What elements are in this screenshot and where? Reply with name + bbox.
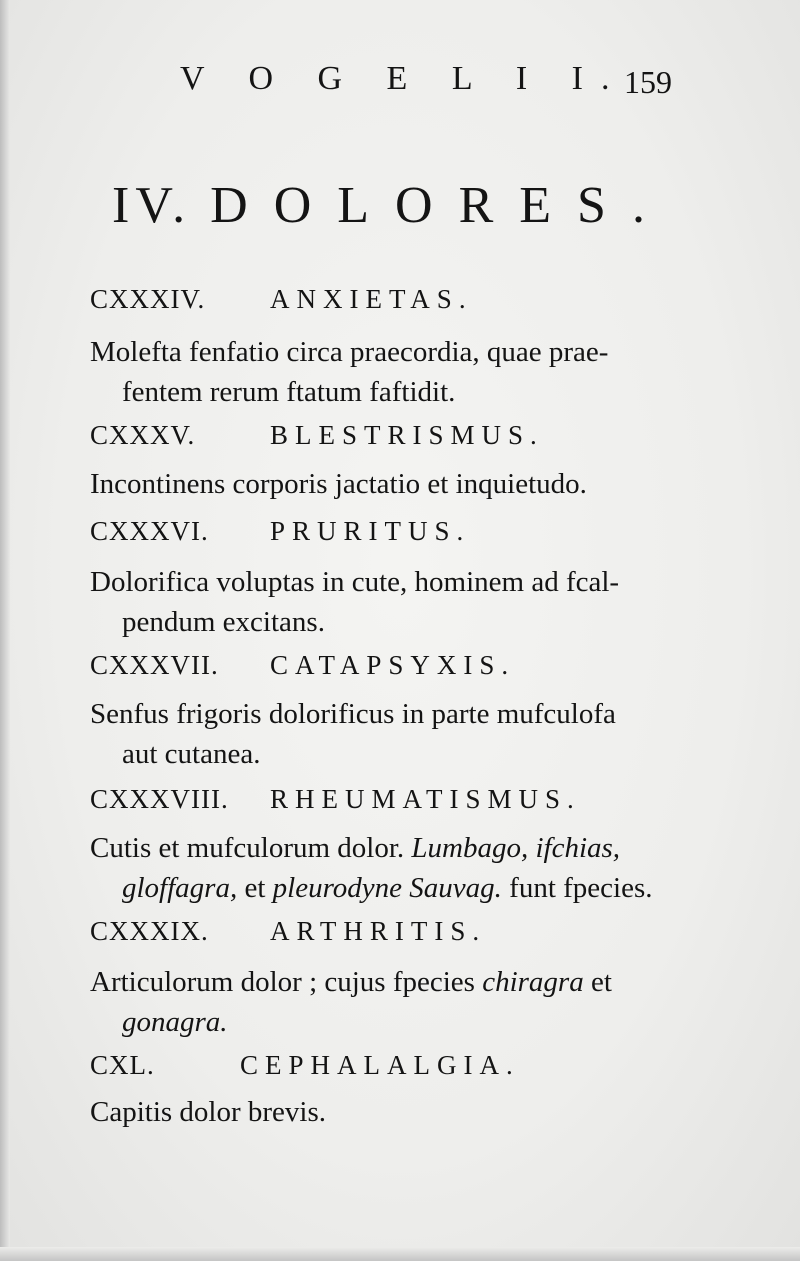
entry-term: BLESTRISMUS.: [270, 420, 544, 450]
entry-text-line: [122, 872, 653, 905]
entry-number: CXXXVIII.: [90, 784, 229, 814]
entry-text-line: Molefta fenfatio circa praecordia, quae prae-: [90, 336, 609, 368]
entry-term: ANXIETAS.: [270, 284, 473, 314]
entry-text-line: fentem rerum ftatum faftidit.: [122, 376, 456, 408]
section-title: [112, 176, 671, 235]
text-roman: et: [590, 966, 612, 998]
text-italic: gloffagra,: [122, 872, 238, 904]
entry-number: CXXXVI.: [90, 516, 209, 546]
entry-term: ARTHRITIS.: [270, 916, 487, 946]
text-italic: chiragra: [482, 966, 584, 998]
entry-number: CXXXIX.: [90, 916, 209, 946]
entry-text-line: [122, 1006, 228, 1039]
entry-text-line: aut cutanea.: [122, 738, 261, 770]
entry-number: CXXXIV.: [90, 284, 206, 314]
entry-text-line: [90, 832, 620, 865]
entry-text-line: [90, 966, 612, 999]
text-italic: gonagra.: [122, 1006, 228, 1038]
entry-text-line: Incontinens corporis jactatio et inquietudo.: [90, 468, 587, 500]
entry-number: CXL.: [90, 1050, 155, 1080]
text-roman: Cutis et mufculorum dolor.: [90, 832, 405, 864]
entry-term: RHEUMATISMUS.: [270, 784, 581, 814]
page-number: 159: [624, 64, 672, 100]
text-italic: Lumbago, ifchias,: [411, 832, 621, 864]
entry-text-line: Capitis dolor brevis.: [90, 1096, 327, 1128]
text-italic: pleurodyne Sauvag.: [272, 872, 502, 904]
page-bottom-edge: [0, 1247, 800, 1261]
entry-number: CXXXVII.: [90, 650, 219, 680]
entry-text-line: pendum excitans.: [122, 606, 325, 638]
entry-term: CATAPSYXIS.: [270, 650, 516, 680]
text-roman: funt fpecies.: [509, 872, 653, 904]
section-numeral: IV.: [112, 177, 192, 234]
page-left-edge: [0, 0, 10, 1261]
entry-text-line: Senfus frigoris dolorificus in parte mufculofa: [90, 698, 616, 730]
entry-number: CXXXV.: [90, 420, 196, 450]
entry-term: CEPHALALGIA.: [240, 1050, 520, 1080]
running-head: V O G E L I I.: [180, 60, 628, 97]
text-roman: Articulorum dolor ; cujus fpecies: [90, 966, 475, 998]
entry-term: PRURITUS.: [270, 516, 471, 546]
section-word: DOLORES.: [210, 177, 671, 234]
text-roman: et: [244, 872, 266, 904]
entry-text-line: Dolorifica voluptas in cute, hominem ad fcal-: [90, 566, 620, 598]
